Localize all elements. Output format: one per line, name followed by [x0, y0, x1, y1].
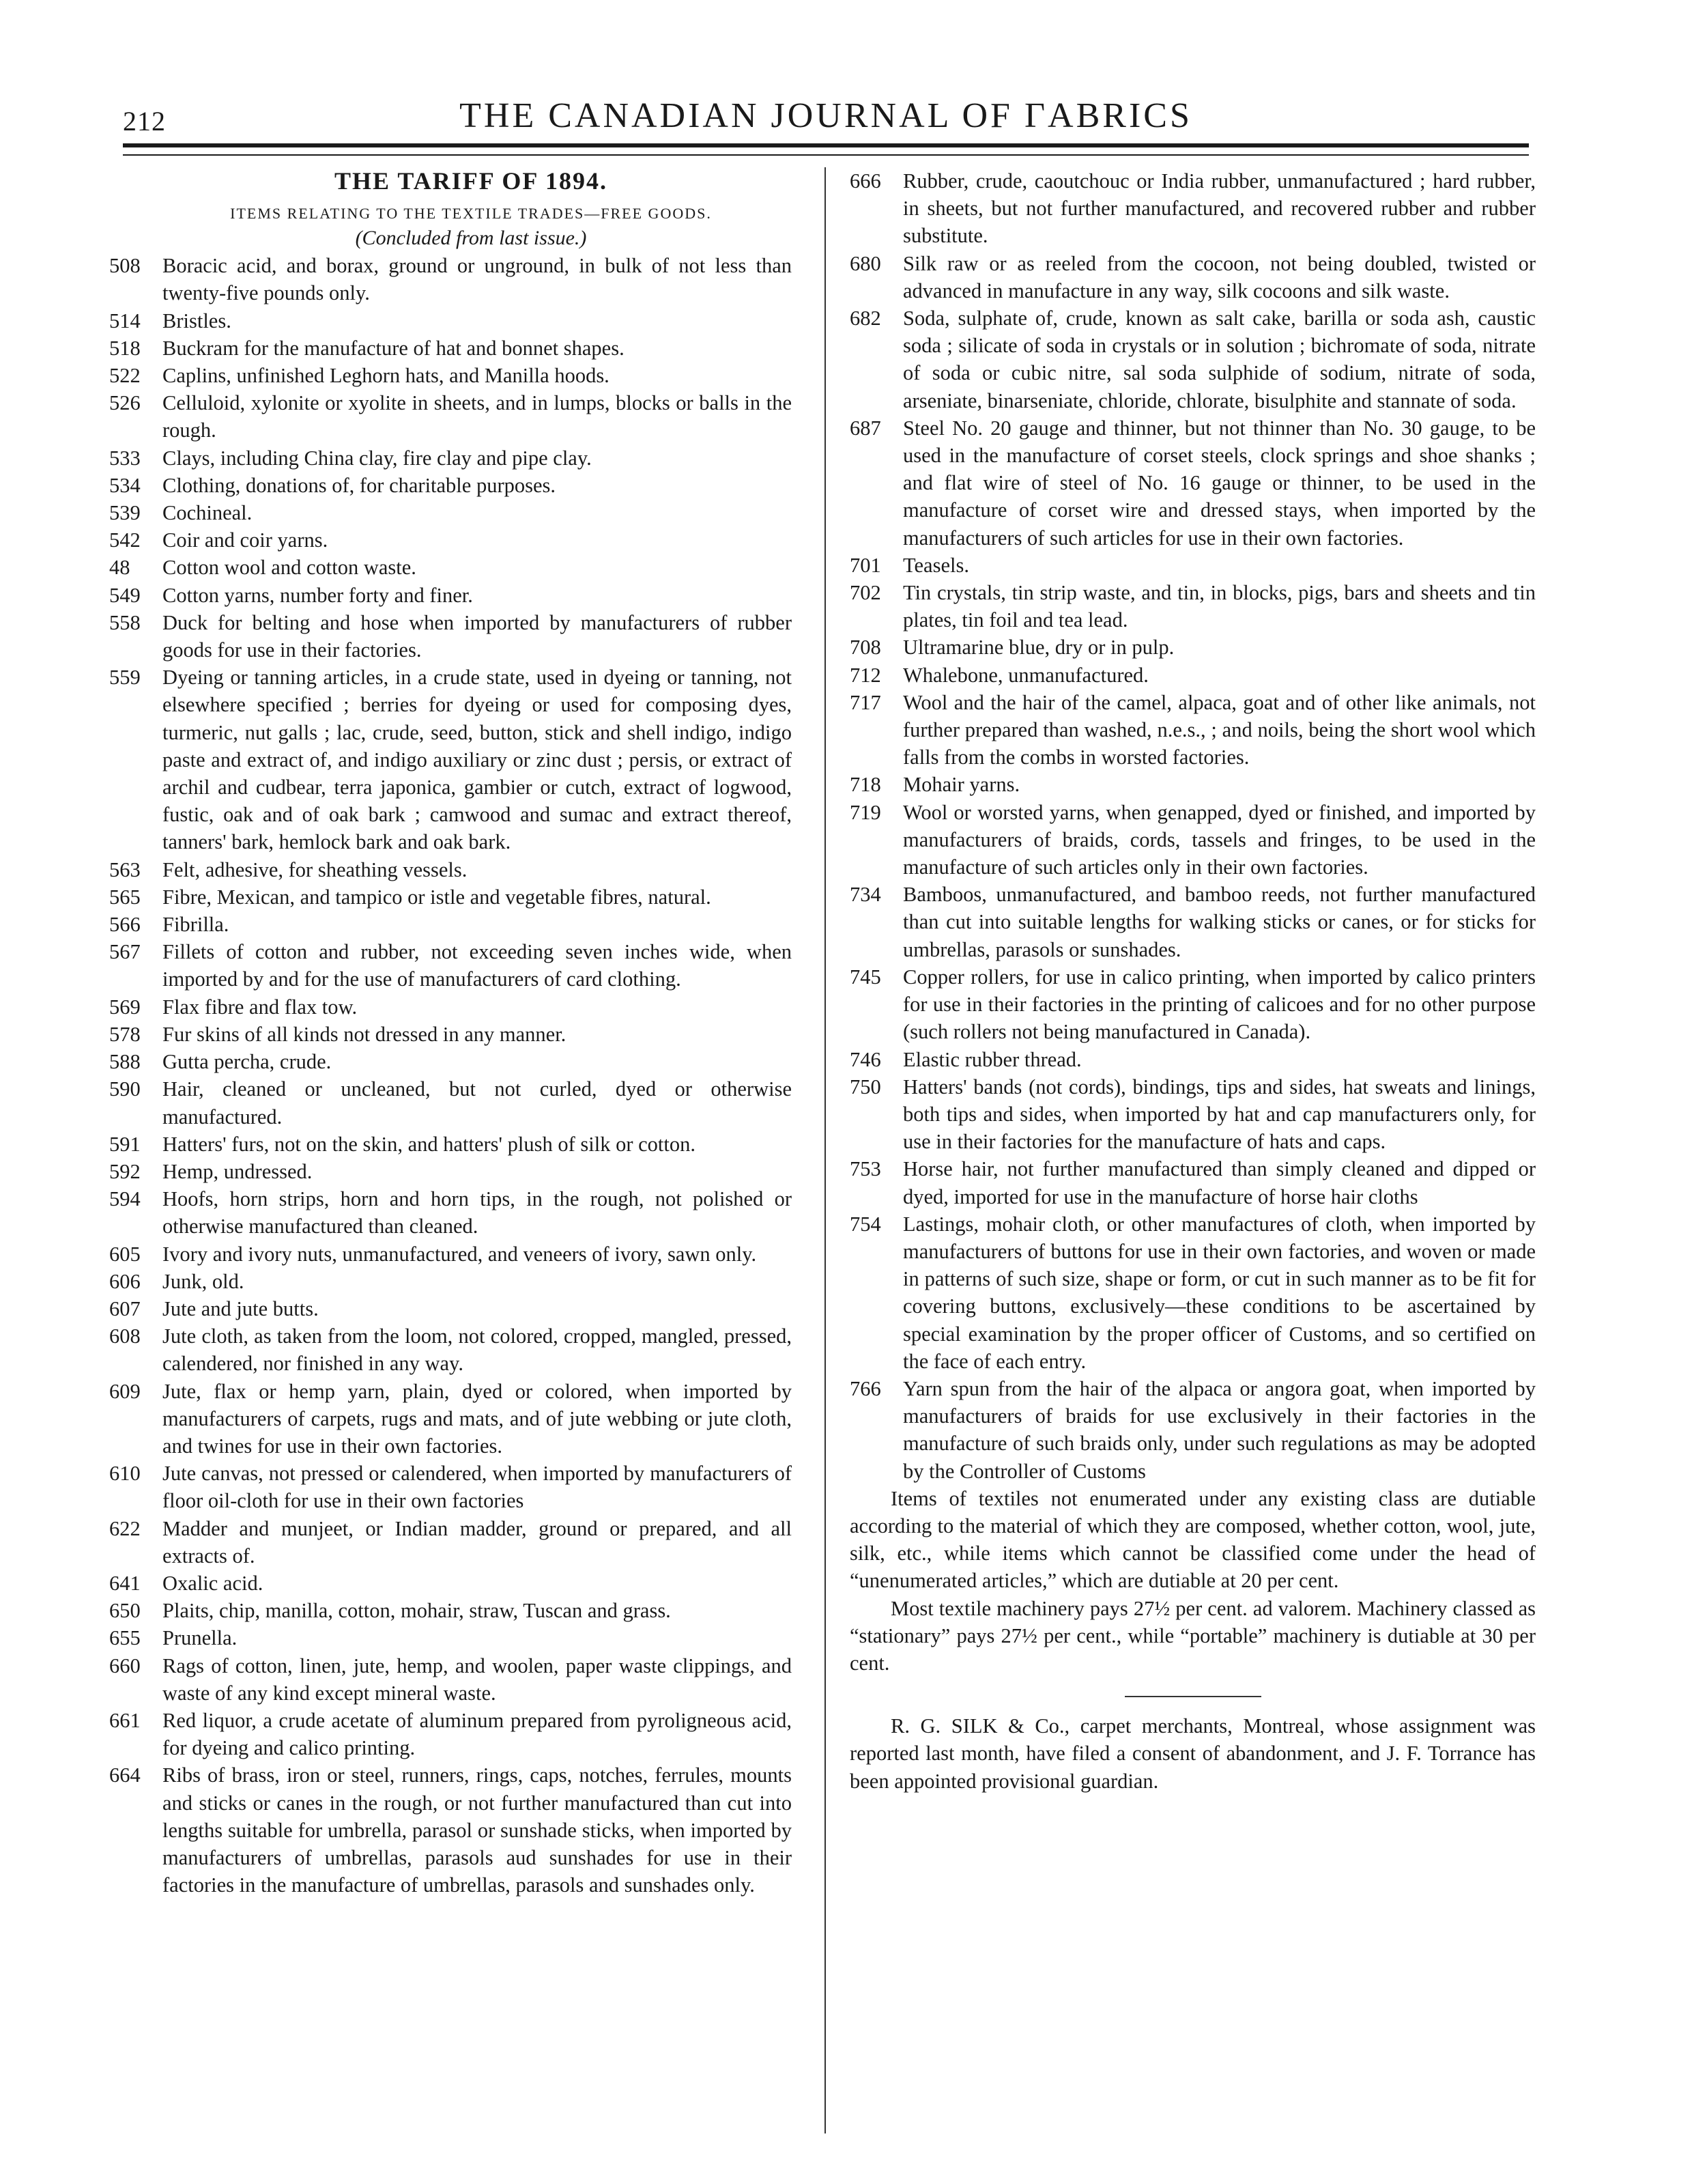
item-description: Teasels.	[903, 553, 969, 577]
item-number: 712	[850, 663, 881, 687]
item-description: Ivory and ivory nuts, unmanufactured, and veneers of ivory, sawn only.	[162, 1242, 757, 1266]
item-description: Rags of cotton, linen, jute, hemp, and woolen, paper waste clippings, and waste of any kind except mineral waste.	[162, 1654, 792, 1705]
tariff-item	[109, 1597, 792, 1624]
item-description: Felt, adhesive, for sheathing vessels.	[162, 857, 468, 881]
item-description: Cochineal.	[162, 501, 253, 525]
item-number: 578	[109, 1022, 141, 1046]
tariff-item	[850, 552, 1536, 579]
closing-paragraph: Items of textiles not enumerated under any existing class are dutiable according to the material of which they are composed, whether cotton, wool, jute, silk, etc., while items which cannot be classified come under the head of “unenumerated articles,” which are dutiable at 20 per cent.	[850, 1486, 1536, 1593]
item-number: 682	[850, 307, 881, 330]
item-description: Horse hair, not further manufactured than simply cleaned and dipped or dyed, imported for use in the manufacture of horse hair cloths	[903, 1157, 1536, 1208]
item-description: Clothing, donations of, for charitable purposes.	[162, 473, 556, 497]
item-description: Jute cloth, as taken from the loom, not colored, cropped, mangled, pressed, calendered, nor finished in any way.	[162, 1324, 792, 1376]
item-number: 660	[109, 1654, 141, 1677]
item-number: 745	[850, 965, 881, 989]
tariff-item	[109, 856, 792, 883]
item-description: Celluloid, xylonite or xyolite in sheets, and in lumps, blocks or balls in the rough.	[162, 391, 792, 442]
tariff-item	[850, 579, 1536, 634]
item-description: Fillets of cotton and rubber, not exceeding seven inches wide, when imported by and for the use of manufacturers of card clothing.	[162, 940, 792, 991]
item-number: 514	[109, 309, 141, 332]
tariff-item	[109, 444, 792, 472]
item-description: Duck for belting and hose when imported by manufacturers of rubber goods for use in their factories.	[162, 610, 792, 662]
item-number: 605	[109, 1242, 141, 1266]
item-number: 746	[850, 1047, 881, 1071]
item-number: 702	[850, 581, 881, 605]
tariff-item	[109, 883, 792, 911]
item-number: 569	[109, 995, 141, 1019]
tariff-item	[109, 1131, 792, 1158]
tariff-item	[850, 771, 1536, 798]
tariff-item	[850, 689, 1536, 771]
item-description: Hatters' furs, not on the skin, and hatters' plush of silk or cotton.	[162, 1132, 695, 1156]
item-number: 622	[109, 1516, 141, 1540]
item-description: Jute and jute butts.	[162, 1296, 319, 1320]
item-number: 566	[109, 913, 141, 937]
right-column	[850, 167, 1536, 1795]
continuation-note: (Concluded from last issue.)	[355, 227, 587, 250]
tariff-item	[109, 938, 792, 993]
item-description: Wool or worsted yarns, when genapped, dyed or finished, and imported by manufacturers of braids, cords, tassels and fringes, to be used in the manufacture of such articles only in their own factories.	[903, 800, 1536, 879]
tariff-item	[850, 1210, 1536, 1375]
item-description: Fur skins of all kinds not dressed in any manner.	[162, 1022, 566, 1046]
tariff-item	[850, 1073, 1536, 1156]
tariff-item	[109, 664, 792, 855]
item-number: 594	[109, 1187, 141, 1211]
tariff-item	[109, 1707, 792, 1761]
item-number: 567	[109, 940, 141, 964]
item-number: 539	[109, 501, 141, 525]
tariff-item	[109, 1515, 792, 1570]
tariff-item	[109, 911, 792, 938]
tariff-item	[109, 389, 792, 444]
item-description: Wool and the hair of the camel, alpaca, goat and of other like animals, not further prepared than washed, n.e.s., ; and noils, being the short wool which falls from the combs in worsted factories.	[903, 690, 1536, 769]
item-number: 655	[109, 1626, 141, 1650]
item-description: Gutta percha, crude.	[162, 1050, 332, 1074]
item-description: Hemp, undressed.	[162, 1159, 313, 1183]
tariff-item	[109, 1048, 792, 1075]
item-number: 701	[850, 553, 881, 577]
tariff-item	[109, 1185, 792, 1240]
item-description: Red liquor, a crude acetate of aluminum prepared from pyroligneous acid, for dyeing and calico printing.	[162, 1708, 792, 1760]
item-number: 753	[850, 1157, 881, 1181]
tariff-item	[850, 1375, 1536, 1485]
item-description: Rubber, crude, caoutchouc or India rubber, unmanufactured ; hard rubber, in sheets, but not further manufactured, and recovered rubber and rubber substitute.	[903, 169, 1536, 248]
item-description: Boracic acid, and borax, ground or unground, in bulk of not less than twenty-five pounds only.	[162, 254, 792, 305]
item-number: 588	[109, 1050, 141, 1074]
item-description: Yarn spun from the hair of the alpaca or angora goat, when imported by manufacturers of braids for use exclusively in their factories in the manufacture of such braids only, under such regulations as may be adopted by the Controller of Customs	[903, 1376, 1536, 1483]
item-number: 48	[109, 556, 130, 580]
item-number: 606	[109, 1269, 141, 1293]
tariff-item	[109, 472, 792, 499]
item-description: Cotton wool and cotton waste.	[162, 556, 416, 580]
item-number: 563	[109, 857, 141, 881]
item-number: 522	[109, 364, 141, 388]
tariff-item	[109, 1761, 792, 1899]
item-number: 754	[850, 1212, 881, 1236]
item-description: Madder and munjeet, or Indian madder, ground or prepared, and all extracts of.	[162, 1516, 792, 1568]
item-number: 610	[109, 1462, 141, 1486]
item-number: 608	[109, 1324, 141, 1348]
item-number: 534	[109, 473, 141, 497]
item-description: Elastic rubber thread.	[903, 1047, 1082, 1071]
tariff-item	[850, 1046, 1536, 1073]
tariff-item	[109, 554, 792, 581]
tariff-item	[109, 1295, 792, 1322]
item-number: 590	[109, 1077, 141, 1101]
tariff-item	[850, 662, 1536, 689]
left-item-list	[109, 252, 792, 1899]
item-number: 591	[109, 1132, 141, 1156]
item-description: Cotton yarns, number forty and finer.	[162, 583, 473, 607]
item-description: Prunella.	[162, 1626, 238, 1650]
item-description: Coir and coir yarns.	[162, 528, 328, 552]
closing-paragraph: Most textile machinery pays 27½ per cent. ad valorem. Machinery classed as “stationary” pays 27½ per cent., while “portable” machinery is dutiable at 30 per cent.	[850, 1596, 1536, 1675]
tariff-item	[109, 1460, 792, 1514]
item-description: Jute canvas, not pressed or calendered, when imported by manufacturers of floor oil-cloth for use in their own factories	[162, 1462, 792, 1513]
item-description: Tin crystals, tin strip waste, and tin, in blocks, pigs, bars and sheets and tin plates, tin foil and tea lead.	[903, 581, 1536, 632]
item-description: Steel No. 20 gauge and thinner, but not thinner than No. 30 gauge, to be used in the manufacture of corset steels, clock springs and shoe shanks ; and flat wire of steel of No. 16 gauge or thinner, to be used in the manufacture of corset wire and dressed stays, when imported by the manufacturers of such articles for use in their own factories.	[903, 416, 1536, 550]
tariff-item	[109, 1624, 792, 1651]
item-number: 559	[109, 666, 141, 690]
item-number: 607	[109, 1296, 141, 1320]
item-number: 592	[109, 1159, 141, 1183]
item-number: 664	[109, 1763, 141, 1787]
item-number: 565	[109, 885, 141, 909]
tariff-item	[850, 250, 1536, 304]
tariff-item	[109, 1158, 792, 1185]
item-number: 609	[109, 1379, 141, 1403]
journal-title: THE CANADIAN JOURNAL OF ΓABRICS	[459, 96, 1192, 135]
item-description: Fibre, Mexican, and tampico or istle and vegetable fibres, natural.	[162, 885, 711, 909]
tariff-item	[850, 799, 1536, 881]
item-description: Bamboos, unmanufactured, and bamboo reeds, not further manufactured than cut into suitable lengths for walking sticks or canes, or for sticks for umbrellas, parasols or sunshades.	[903, 883, 1536, 961]
tariff-item	[109, 526, 792, 554]
item-description: Fibrilla.	[162, 913, 229, 937]
item-description: Junk, old.	[162, 1269, 244, 1293]
tariff-item	[109, 307, 792, 335]
page-header	[123, 96, 1529, 137]
page-number: 212	[123, 106, 166, 137]
tariff-item	[109, 252, 792, 307]
item-description: Clays, including China clay, fire clay and pipe clay.	[162, 446, 592, 470]
tariff-item	[850, 304, 1536, 414]
item-description: Buckram for the manufacture of hat and bonnet shapes.	[162, 336, 625, 360]
item-number: 542	[109, 528, 141, 552]
item-number: 650	[109, 1599, 141, 1623]
item-description: Jute, flax or hemp yarn, plain, dyed or colored, when imported by manufacturers of carpets, rugs and mats, and of jute webbing or jute cloth, and twines for use in their own factories.	[162, 1379, 792, 1458]
item-number: 558	[109, 610, 141, 634]
tariff-item	[109, 335, 792, 362]
item-description: Hair, cleaned or uncleaned, but not curled, dyed or otherwise manufactured.	[162, 1077, 792, 1129]
item-number: 708	[850, 636, 881, 660]
item-number: 680	[850, 251, 881, 275]
tariff-item	[850, 634, 1536, 661]
item-number: 549	[109, 583, 141, 607]
item-number: 666	[850, 169, 881, 193]
item-description: Hoofs, horn strips, horn and horn tips, in the rough, not polished or otherwise manufactured than cleaned.	[162, 1187, 792, 1238]
tariff-item	[109, 1240, 792, 1268]
tariff-item	[850, 414, 1536, 552]
tariff-item	[109, 1378, 792, 1460]
tariff-item	[109, 499, 792, 526]
item-number: 661	[109, 1708, 141, 1732]
header-rule-thin	[123, 154, 1529, 156]
item-number: 719	[850, 800, 881, 824]
section-divider	[1125, 1696, 1261, 1697]
tariff-item	[109, 1652, 792, 1707]
tariff-item	[109, 362, 792, 389]
tariff-item	[109, 1322, 792, 1377]
item-number: 518	[109, 336, 141, 360]
header-rule	[123, 143, 1529, 147]
item-description: Plaits, chip, manilla, cotton, mohair, straw, Tuscan and grass.	[162, 1599, 671, 1623]
tariff-item	[109, 1075, 792, 1130]
item-description: Caplins, unfinished Leghorn hats, and Manilla hoods.	[162, 364, 609, 388]
item-description: Soda, sulphate of, crude, known as salt cake, barilla or soda ash, caustic soda ; silicate of soda in crystals or in solution ; bichromate of soda, nitrate of soda or cubic nitre, sal soda sulphide of sodium, nitrate of soda, arseniate, binarseniate, chloride, chlorate, bisulphite and stannate of soda.	[903, 307, 1536, 412]
tariff-item	[109, 582, 792, 609]
item-number: 766	[850, 1376, 881, 1400]
tariff-item	[109, 609, 792, 664]
tariff-item	[850, 1155, 1536, 1210]
tariff-item	[109, 993, 792, 1021]
item-description: Bristles.	[162, 309, 231, 332]
item-number: 641	[109, 1571, 141, 1595]
tariff-item	[109, 1021, 792, 1048]
item-number: 718	[850, 773, 881, 797]
item-description: Flax fibre and flax tow.	[162, 995, 358, 1019]
item-description: Mohair yarns.	[903, 773, 1020, 797]
item-number: 526	[109, 391, 141, 415]
left-column	[109, 167, 792, 1899]
item-description: Copper rollers, for use in calico printing, when imported by calico printers for use in their factories in the printing of calicoes and for no other purpose (such rollers not being manufactured in Canada).	[903, 965, 1536, 1044]
tariff-item	[850, 167, 1536, 250]
item-description: Hatters' bands (not cords), bindings, tips and sides, hat sweats and linings, both tips and sides, when imported by hat and cap manufacturers only, for use in their factories for the manufacture of hats and caps.	[903, 1075, 1536, 1154]
item-number: 687	[850, 416, 881, 440]
tariff-item	[850, 963, 1536, 1046]
item-number: 717	[850, 690, 881, 714]
section-subtitle: ITEMS RELATING TO THE TEXTILE TRADES—FREE GOODS.	[230, 205, 712, 223]
column-divider	[824, 167, 826, 2133]
tariff-item	[850, 881, 1536, 963]
item-description: Ultramarine blue, dry or in pulp.	[903, 636, 1175, 660]
article-title: THE TARIFF OF 1894.	[334, 167, 608, 195]
item-description: Dyeing or tanning articles, in a crude state, used in dyeing or tanning, not elsewhere specified ; berries for dyeing or used for composing dyes, turmeric, nut galls ; lac, crude, seed, button, stick and shell indigo, indigo paste and extract of, and indigo auxiliary or zinc dust ; persis, or extract of archil and cudbear, terra japonica, gambier or cutch, extract of logwood, fustic, oak and of oak bark ; camwood and sumac and extract thereof, tanners' bark, hemlock bark and oak bark.	[162, 666, 792, 854]
item-number: 533	[109, 446, 141, 470]
right-item-list	[850, 167, 1536, 1485]
item-number: 734	[850, 883, 881, 907]
tariff-item	[109, 1268, 792, 1295]
item-description: Whalebone, unmanufactured.	[903, 663, 1149, 687]
item-description: Lastings, mohair cloth, or other manufactures of cloth, when imported by manufacturers of buttons for use in their own factories, and woven or made in patterns of such size, shape or form, or cut in such manner as to be fit for covering buttons, exclusively—these conditions to be ascertained by special examination by the proper officer of Customs, and so certified on the face of each entry.	[903, 1212, 1536, 1373]
item-number: 508	[109, 254, 141, 278]
item-description: Oxalic acid.	[162, 1571, 263, 1595]
item-description: Ribs of brass, iron or steel, runners, rings, caps, notches, ferrules, mounts and sticks or canes in the rough, or not further manufactured than cut into lengths suitable for umbrella, parasol or sunshade sticks, when imported by manufacturers of umbrellas, parasols aud sunshades for use in their factories in the manufacture of umbrellas, parasols and sunshades only.	[162, 1763, 792, 1897]
business-notice: R. G. SILK & Co., carpet merchants, Montreal, whose assignment was reported last month, have filed a consent of abandonment, and J. F. Torrance has been appointed provisional guardian.	[850, 1714, 1536, 1793]
item-number: 750	[850, 1075, 881, 1098]
item-description: Silk raw or as reeled from the cocoon, not being doubled, twisted or advanced in manufacture in any way, silk cocoons and silk waste.	[903, 251, 1536, 302]
tariff-item	[109, 1570, 792, 1597]
